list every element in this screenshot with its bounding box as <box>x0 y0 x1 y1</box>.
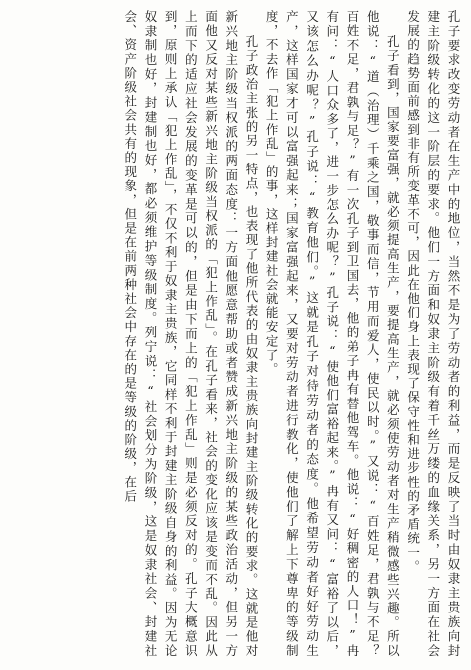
vertical-text-body <box>8 10 463 658</box>
paragraph-productivity: 孔子看到，国家要富强，就必须提高生产，要提高生产，就必须使劳动者对生产稍微感些兴趣。所以他说：“道（治理）千乘之国，敬事而信，节用而爱人，使民以时。”又说：“百姓足，君孰与不足？百姓不足，君孰与足？”有一次孔子到卫国去，他的弟子冉有替他驾车。他说：“好稠密的人口！”冉有问：“人口众多了，进一步怎么办呢？”孔子说：“使他们富裕起来。”冉有又问：“富裕了以后，又该怎么办呢？”孔子说：“教育他们。”这就是孔子对待劳动者的态度。他希望劳动者好好劳动生产，这样国家才可以富强起来；国家富强起来，又要对劳动者进行教化，使他们了解上下尊卑的等级制度，不去作「犯上作乱」的事，这样封建社会就能安定了。 <box>264 10 401 658</box>
paragraph-political-stance: 孔子政治主张的另一特点，也表现了他所代表的由奴隶主贵族向封建主阶级转化的要求。这就是他对新兴地主阶级当权派的两面态度：一方面他愿意帮助或者赞成新兴地主阶级的某些政治活动，但另一方面他又反对某些新兴地主阶级当权派的「犯上作乱」。在孔子看来，社会的变化应该是变而不乱。因此从上而下的适应社会发展的变革是可以的，但是由下而上的「犯上作乱」则是必须反对的。孔子大概意识到，原则上承认「犯上作乱」，不仅不利于奴隶主贵族，它同样不利于封建主阶级自身的利益。因为无论奴隶制也好，封建制也好，都必须维护等级制度。列宁说：“社会划分为阶级，这是奴隶社会、封建社会、资产阶级社会共有的现象，但是在前两种社会中存在的是等级的阶级，在后 <box>122 10 259 658</box>
paragraph-continued: 孔子要求改变劳动者在生产中的地位，当然不是为了劳动者的利益，而是反映了当时由奴隶主贵族向封建主阶级转化的这一阶层的要求。他们一方面和奴隶主阶级有着千丝万缕的血缘关系，另一方面在社会发展的趋势面前感到非有所变革不可，因此在他们身上表现了保守性和进步性的矛盾统一。 <box>405 10 461 658</box>
